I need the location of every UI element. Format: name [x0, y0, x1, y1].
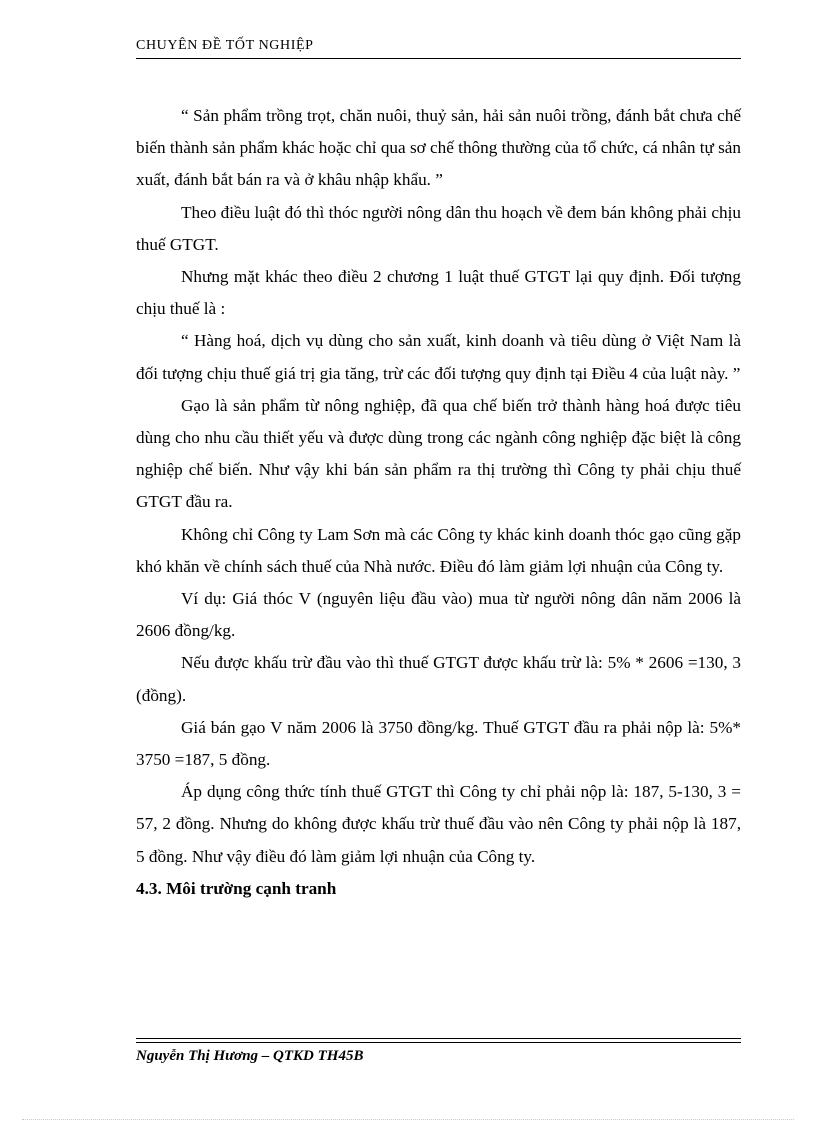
paragraph-quote-1: “ Sản phẩm trồng trọt, chăn nuôi, thuỷ sản, hải sản nuôi trồng, đánh bắt chưa chế biến thành sản phẩm khác hoặc chỉ qua sơ chế thông thường của tổ chức, cá nhân tự sản xuất, đánh bắt bán ra và ở khâu nhập khẩu. ”: [136, 106, 742, 190]
paragraph: Theo điều luật đó thì thóc người nông dân thu hoạch về đem bán không phải chịu thuế GTGT.: [136, 202, 741, 254]
footer-author: Nguyễn Thị Hương – QTKD TH45B: [136, 1048, 364, 1064]
paragraph: Giá bán gạo V năm 2006 là 3750 đồng/kg. Thuế GTGT đầu ra phải nộp là: 5%* 3750 =187, 5 đồng.: [136, 717, 741, 770]
paragraph: Áp dụng công thức tính thuế GTGT thì Công ty chỉ phải nộp là: 187, 5-130, 3 = 57, 2 đồng. Nhưng do không được khấu trừ thuế đầu vào nên Công ty phải nộp là 187, 5 đồng. Như vậy điều đó làm giảm lợi nhuận của Công ty.: [136, 782, 741, 866]
paragraph-quote-2: “ Hàng hoá, dịch vụ dùng cho sản xuất, kinh doanh và tiêu dùng ở Việt Nam là đối tượng chịu thuế giá trị gia tăng, trừ các đối tượng quy định tại Điều 4 của luật này. ”: [136, 331, 741, 383]
page-header: [136, 36, 741, 59]
paragraph-example: Ví dụ: Giá thóc V (nguyên liệu đầu vào) mua từ người nông dân năm 2006 là 2606 đồng/kg.: [136, 589, 741, 641]
document-body: [136, 100, 741, 905]
page-edge-divider: [22, 1119, 794, 1120]
paragraph: Gạo là sản phẩm từ nông nghiệp, đã qua chế biến trở thành hàng hoá được tiêu dùng cho nhu cầu thiết yếu và được dùng trong các ngành công nghiệp đặc biệt là công nghiệp chế biến. Như vậy khi bán sản phẩm ra thị trường thì Công ty phải chịu thuế GTGT đầu ra.: [136, 395, 741, 512]
footer-divider: [136, 1038, 741, 1039]
header-divider: [136, 58, 741, 59]
document-title: CHUYÊN ĐỀ TỐT NGHIỆP: [136, 38, 314, 53]
paragraph: Không chỉ Công ty Lam Sơn mà các Công ty khác kinh doanh thóc gạo cũng gặp khó khăn về chính sách thuế của Nhà nước. Điều đó làm giảm lợi nhuận của Công ty.: [136, 524, 741, 576]
paragraph: Nhưng mặt khác theo điều 2 chương 1 luật thuế GTGT lại quy định. Đối tượng chịu thuế là :: [136, 267, 741, 319]
paragraph: Nếu được khấu trừ đầu vào thì thuế GTGT được khấu trừ là: 5% * 2606 =130, 3 (đồng).: [136, 653, 741, 705]
section-heading: 4.3. Môi trường cạnh tranh: [136, 878, 337, 898]
footer-divider-thick: [136, 1042, 741, 1043]
